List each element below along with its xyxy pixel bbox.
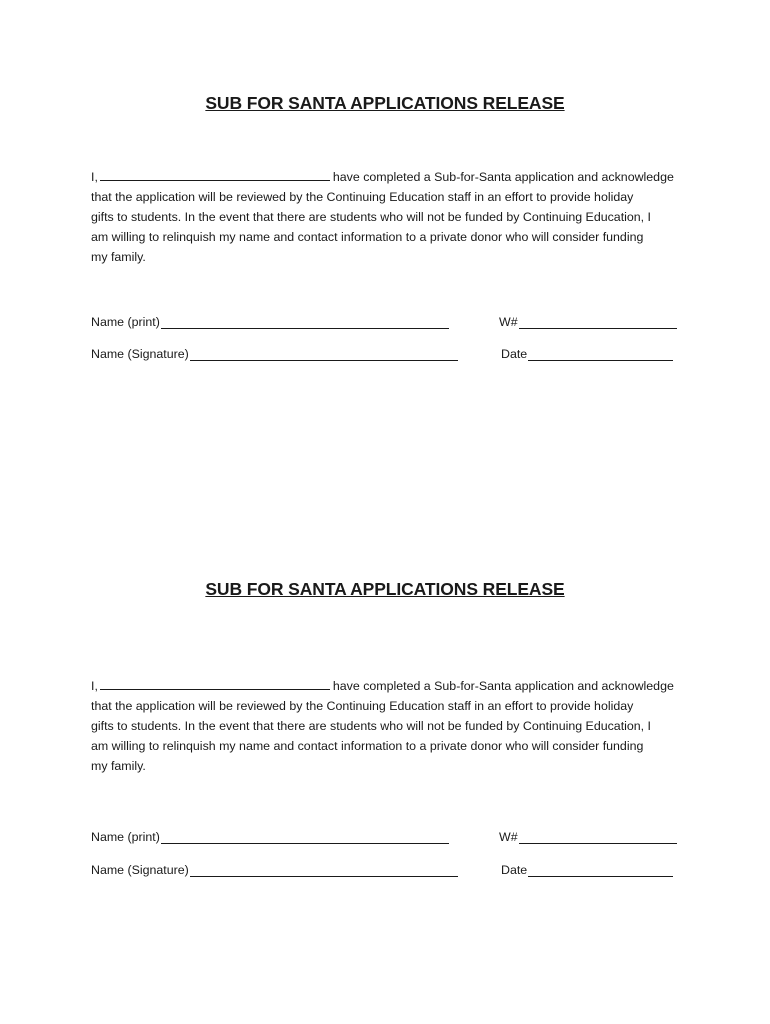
w-number-label: W# xyxy=(499,315,518,329)
signature-row xyxy=(91,347,691,367)
print-row xyxy=(91,830,691,850)
paragraph-line-4: am willing to relinquish my name and contact information to a private donor who will consider funding xyxy=(91,230,644,244)
paragraph-line-4: am willing to relinquish my name and contact information to a private donor who will consider funding xyxy=(91,739,644,753)
form-title: SUB FOR SANTA APPLICATIONS RELEASE xyxy=(205,579,565,599)
name-signature-field[interactable] xyxy=(91,863,458,877)
name-signature-label: Name (Signature) xyxy=(91,863,189,877)
paragraph-line-5: my family. xyxy=(91,250,146,264)
w-number-line[interactable] xyxy=(519,316,677,329)
w-number-field[interactable] xyxy=(499,830,677,844)
applicant-name-blank[interactable] xyxy=(100,169,330,181)
paragraph-line-2: that the application will be reviewed by the Continuing Education staff in an effort to provide holiday xyxy=(91,699,634,713)
name-print-label: Name (print) xyxy=(91,830,160,844)
release-paragraph xyxy=(91,676,691,776)
date-label: Date xyxy=(501,347,528,361)
line1-text: have completed a Sub-for-Santa application and acknowledge xyxy=(332,170,674,184)
w-number-line[interactable] xyxy=(519,831,677,844)
name-signature-line[interactable] xyxy=(190,864,458,877)
date-field[interactable] xyxy=(501,863,673,877)
paragraph-line-1 xyxy=(91,676,691,696)
date-line[interactable] xyxy=(528,348,673,361)
form-title: SUB FOR SANTA APPLICATIONS RELEASE xyxy=(205,93,565,113)
intro-prefix: I, xyxy=(91,170,98,184)
name-print-line[interactable] xyxy=(161,316,449,329)
name-signature-label: Name (Signature) xyxy=(91,347,189,361)
print-row xyxy=(91,315,691,335)
paragraph-line-3: gifts to students. In the event that there are students who will not be funded by Continuing Education, I xyxy=(91,210,651,224)
w-number-field[interactable] xyxy=(499,315,677,329)
name-print-field[interactable] xyxy=(91,830,449,844)
name-signature-line[interactable] xyxy=(190,348,458,361)
name-print-line[interactable] xyxy=(161,831,449,844)
paragraph-line-5: my family. xyxy=(91,759,146,773)
paragraph-line-3: gifts to students. In the event that there are students who will not be funded by Continuing Education, I xyxy=(91,719,651,733)
paragraph-line-2: that the application will be reviewed by the Continuing Education staff in an effort to provide holiday xyxy=(91,190,634,204)
name-signature-field[interactable] xyxy=(91,347,458,361)
signature-row xyxy=(91,863,691,883)
intro-prefix: I, xyxy=(91,679,98,693)
date-label: Date xyxy=(501,863,528,877)
name-print-label: Name (print) xyxy=(91,315,160,329)
line1-text: have completed a Sub-for-Santa application and acknowledge xyxy=(332,679,674,693)
paragraph-line-1 xyxy=(91,167,691,187)
date-field[interactable] xyxy=(501,347,673,361)
name-print-field[interactable] xyxy=(91,315,449,329)
w-number-label: W# xyxy=(499,830,518,844)
applicant-name-blank[interactable] xyxy=(100,678,330,690)
release-paragraph xyxy=(91,167,691,267)
date-line[interactable] xyxy=(528,864,673,877)
